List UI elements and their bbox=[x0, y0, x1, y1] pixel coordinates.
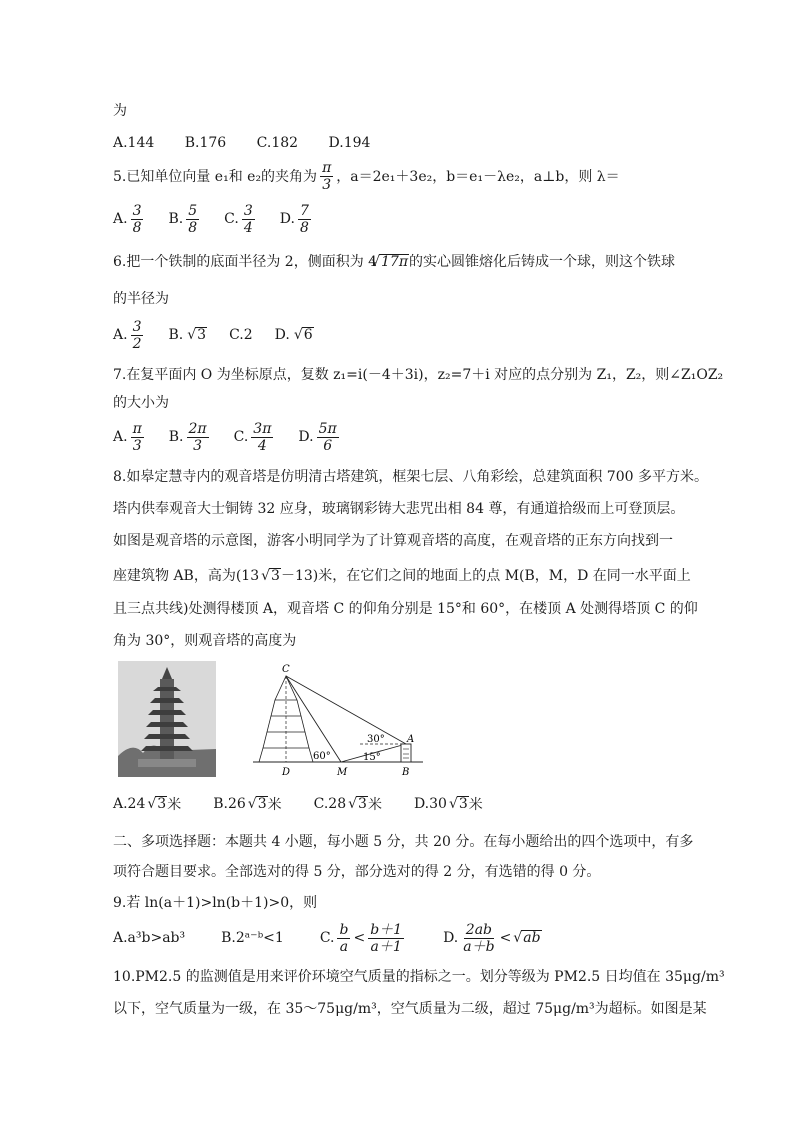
geometry-diagram bbox=[245, 660, 435, 780]
q5-prefix: 5.已知单位向量 e₁和 e₂的夹角为 bbox=[113, 169, 318, 185]
q5-option-b bbox=[168, 203, 202, 236]
q9-option-c-num1: b bbox=[339, 921, 349, 938]
q7-option-c-num: 3π bbox=[253, 420, 272, 437]
q7-line2: 的大小为 bbox=[113, 395, 169, 411]
q5-option-a-den: 8 bbox=[132, 219, 142, 236]
q7-option-d-label: D. bbox=[298, 429, 314, 445]
section2-line1: 二、多项选择题：本题共 4 小题，每小题 5 分，共 20 分。在每小题给出的四个选项中，有多 bbox=[113, 834, 694, 850]
q9-option-d-num: 2ab bbox=[465, 921, 493, 938]
q9-option-c-relation: < bbox=[353, 930, 366, 946]
q5-option-b-label: B. bbox=[168, 211, 184, 227]
q9-option-c-den2: a＋1 bbox=[370, 938, 402, 955]
line-cm bbox=[286, 676, 341, 762]
q7-option-b-num: 2π bbox=[188, 420, 207, 437]
q6-option-d-label: D. bbox=[274, 327, 290, 343]
q8-option-b-root: √ 3 bbox=[256, 796, 268, 812]
q9-option-d bbox=[443, 922, 541, 955]
q6-option-a-num: 3 bbox=[132, 318, 142, 335]
q6-line1-b: 的实心圆锥熔化后铸成一个球，则这个铁球 bbox=[409, 254, 676, 270]
q6-option-d bbox=[275, 327, 314, 343]
q7-option-b-label: B. bbox=[168, 429, 184, 445]
q7-option-b-den: 3 bbox=[193, 437, 203, 454]
q5-option-d-label: D. bbox=[279, 211, 295, 227]
q8-line4-a: 座建筑物 AB，高为(13 bbox=[113, 568, 260, 584]
q7-option-c bbox=[234, 421, 277, 454]
q8-line4 bbox=[113, 566, 691, 586]
q6-option-b bbox=[168, 327, 207, 343]
q8-option-c-post: 米 bbox=[367, 797, 382, 813]
q8-line4-root: √ 3 bbox=[269, 568, 281, 584]
q4-option-b: B.176 bbox=[184, 135, 227, 151]
q4-options bbox=[113, 133, 370, 153]
q7-option-c-label: C. bbox=[233, 429, 249, 445]
label-angle-30: 30° bbox=[367, 734, 385, 745]
q5-option-c-den: 4 bbox=[243, 219, 253, 236]
q5-option-a-num: 3 bbox=[132, 202, 142, 219]
q7-option-d bbox=[298, 421, 341, 454]
q5-option-d-num: 7 bbox=[299, 202, 309, 219]
q8-option-a bbox=[113, 794, 181, 814]
q7-option-c-den: 4 bbox=[257, 437, 267, 454]
q9-option-d-den: a＋b bbox=[463, 938, 495, 955]
q8-line5: 且三点共线)处测得楼顶 A，观音塔 C 的仰角分别是 15°和 60°，在楼顶 A 处测得塔顶 C 的仰 bbox=[113, 601, 698, 617]
q8-option-d-root: √ 3 bbox=[457, 796, 469, 812]
q6-line1-root: √ 17π bbox=[379, 254, 409, 270]
q7-option-a-label: A. bbox=[113, 429, 128, 445]
q6-option-c: C.2 bbox=[229, 327, 253, 343]
q6-line2: 的半径为 bbox=[113, 291, 169, 307]
q10-line2: 以下，空气质量为一级，在 35～75μg/m³，空气质量为二级，超过 75μg/m³为超标。如图是某 bbox=[113, 1001, 707, 1017]
q5-angle-num: π bbox=[322, 159, 332, 176]
building-ab bbox=[401, 744, 411, 762]
q6-line1-a: 6.把一个铁制的底面半径为 2，侧面积为 4 bbox=[113, 254, 378, 270]
label-d: D bbox=[282, 767, 291, 778]
q10-line1: 10.PM2.5 的监测值是用来评价环境空气质量的指标之一。划分等级为 PM2.5 日均值在 35μg/m³ bbox=[113, 969, 725, 985]
q5-option-c-num: 3 bbox=[243, 202, 253, 219]
label-b: B bbox=[402, 767, 410, 778]
q5-stem bbox=[113, 156, 620, 196]
q7-option-a-num: π bbox=[132, 420, 142, 437]
q6-option-a bbox=[113, 319, 146, 352]
q8-line2: 塔内供奉观音大士铜铸 32 应身，玻璃钢彩铸大悲咒出相 84 尊，有通道拾级而上可登顶层。 bbox=[113, 501, 685, 517]
q9-options bbox=[113, 918, 564, 958]
q9-option-c-num2: b＋1 bbox=[370, 921, 403, 938]
q4-tail: 为 bbox=[113, 103, 127, 119]
q8-options bbox=[113, 784, 505, 824]
diagram-svg bbox=[245, 660, 435, 780]
q9-option-c-den1: a bbox=[339, 938, 349, 955]
q7-option-d-den: 6 bbox=[323, 437, 333, 454]
q6-option-b-root: √ 3 bbox=[195, 327, 207, 343]
q9-option-d-relation: < bbox=[499, 930, 512, 946]
q8-option-a-post: 米 bbox=[167, 797, 182, 813]
q9-option-d-root: √ ab bbox=[521, 930, 541, 946]
section2-line2: 项符合题目要求。全部选对的得 5 分，部分选对的得 2 分，有选错的得 0 分。 bbox=[113, 864, 601, 880]
pagoda-photo-art bbox=[118, 661, 216, 777]
q4-option-c: C.182 bbox=[256, 135, 299, 151]
label-angle-15: 15° bbox=[363, 752, 381, 763]
q9-option-b: B.2ᵃ⁻ᵇ<1 bbox=[221, 930, 284, 946]
q9-option-a: A.a³b>ab³ bbox=[113, 930, 186, 946]
q8-option-c bbox=[314, 794, 382, 814]
label-a: A bbox=[407, 734, 415, 745]
q8-option-d bbox=[414, 794, 483, 814]
q5-option-b-num: 5 bbox=[188, 202, 198, 219]
label-angle-60: 60° bbox=[313, 751, 331, 762]
q5-option-d-den: 8 bbox=[299, 219, 309, 236]
q4-option-d: D.194 bbox=[328, 135, 371, 151]
q8-option-b bbox=[213, 794, 281, 814]
q5-angle-den: 3 bbox=[322, 176, 332, 193]
q6-line1 bbox=[113, 252, 675, 272]
q8-line4-b: －13)米，在它们之间的地面上的点 M(B，M，D 在同一水平面上 bbox=[280, 568, 691, 584]
q8-option-b-pre: B.26 bbox=[213, 796, 246, 812]
q8-option-c-root: √ 3 bbox=[356, 796, 368, 812]
q5-option-a bbox=[113, 203, 146, 236]
q8-option-d-post: 米 bbox=[468, 797, 483, 813]
q8-line6: 角为 30°，则观音塔的高度为 bbox=[113, 633, 297, 649]
q7-option-d-num: 5π bbox=[318, 420, 337, 437]
q8-option-d-pre: D.30 bbox=[413, 796, 447, 812]
q7-option-b bbox=[169, 421, 212, 454]
q8-option-c-pre: C.28 bbox=[313, 796, 347, 812]
q9-option-c bbox=[320, 922, 407, 955]
q5-option-c-label: C. bbox=[224, 211, 239, 227]
q5-option-d bbox=[280, 203, 314, 236]
q6-option-d-root: √ 6 bbox=[302, 327, 314, 343]
photo-base bbox=[138, 759, 196, 767]
q5-option-a-label: A. bbox=[113, 211, 128, 227]
q5-option-b-den: 8 bbox=[188, 219, 198, 236]
line-ca bbox=[286, 676, 406, 744]
q5-options bbox=[113, 199, 336, 239]
q5-angle-fraction bbox=[320, 160, 333, 193]
q9-stem: 9.若 ln(a＋1)>ln(b＋1)>0，则 bbox=[113, 895, 318, 911]
q5-option-c bbox=[224, 203, 258, 236]
q8-option-b-post: 米 bbox=[267, 797, 282, 813]
q5-suffix: ，a＝2e₁＋3e₂，b＝e₁－λe₂，a⊥b，则 λ＝ bbox=[336, 169, 620, 185]
q6-option-a-den: 2 bbox=[132, 335, 142, 352]
q7-option-a-den: 3 bbox=[132, 437, 142, 454]
q8-option-a-root: √ 3 bbox=[155, 796, 167, 812]
q7-line1: 7.在复平面内 O 为坐标原点，复数 z₁=i(－4＋3i)，z₂=7＋i 对应的点分别为 Z₁，Z₂，则∠Z₁OZ₂ bbox=[113, 367, 724, 383]
q9-option-d-label: D. bbox=[443, 930, 459, 946]
q8-line3: 如图是观音塔的示意图，游客小明同学为了计算观音塔的高度，在观音塔的正东方向找到一 bbox=[113, 533, 673, 549]
q8-line1: 8.如皋定慧寺内的观音塔是仿明清古塔建筑，框架七层、八角彩绘，总建筑面积 700 多平方米。 bbox=[113, 469, 708, 485]
q6-option-b-label: B. bbox=[168, 327, 184, 343]
q7-options bbox=[113, 417, 364, 457]
label-m: M bbox=[337, 767, 348, 778]
q8-option-a-pre: A.24 bbox=[113, 796, 146, 812]
q6-option-a-label: A. bbox=[113, 327, 128, 343]
q7-option-a bbox=[113, 421, 147, 454]
q9-option-c-label: C. bbox=[319, 930, 335, 946]
q4-option-a: A.144 bbox=[113, 135, 155, 151]
label-c: C bbox=[282, 664, 290, 675]
pagoda-photo bbox=[118, 661, 216, 777]
q6-options bbox=[113, 315, 336, 355]
